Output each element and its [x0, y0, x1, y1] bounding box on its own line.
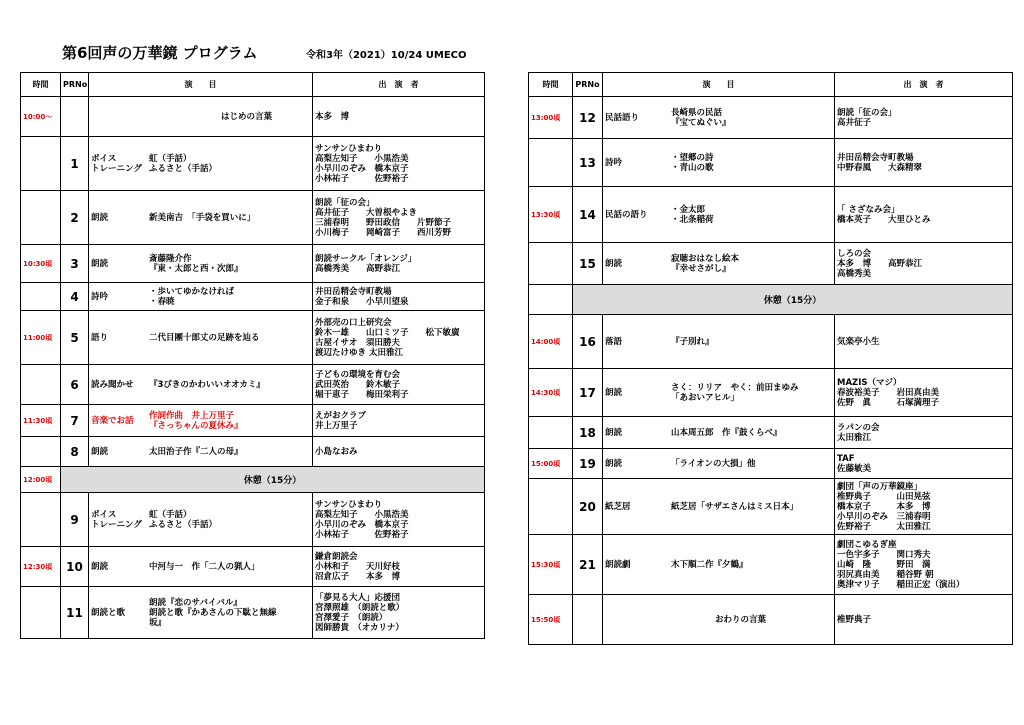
time-cell: 13:00頃 [529, 97, 573, 139]
performers-cell [313, 191, 485, 245]
genre-label: ボイス トレーニング [91, 509, 142, 530]
program-title-line: 朗読『恋のサバイバル』 [149, 597, 242, 608]
prno-cell: 11 [61, 587, 89, 639]
prno-cell: 1 [61, 137, 89, 191]
table-row [529, 139, 1013, 187]
performer-line: サンサンひまわり [315, 143, 383, 154]
program-titles [149, 562, 260, 572]
performer-line: 高梨左知子 小黒浩美 [315, 153, 409, 164]
genre-label: 詩吟 [605, 157, 623, 168]
program-title-line: 二代目團十郎丈の足跡を辿る [149, 332, 260, 343]
performer-line: 中野春風 大森精翠 [837, 162, 923, 173]
performer-line: 高橋秀美 [837, 268, 872, 279]
program-title-line: ・北条稲荷 [671, 214, 714, 225]
genre-label: 朗読と歌 [91, 607, 126, 618]
program-title-line: 作詞作曲 井上万里子 [149, 410, 235, 421]
program-titles [149, 213, 255, 223]
prno-cell: 18 [573, 417, 603, 449]
prno-cell: 19 [573, 449, 603, 479]
program-title-line: ・青山の歌 [671, 162, 714, 173]
performer-line: 小林祐子 佐野裕子 [315, 529, 409, 540]
prno-cell: 21 [573, 535, 603, 595]
time-cell [529, 243, 573, 285]
performer-line: 太田雅江 [837, 432, 872, 443]
program-title-line: ・望郷の詩 [671, 152, 714, 163]
time-cell [21, 437, 61, 467]
program-cell [89, 587, 313, 639]
table-row [21, 547, 485, 587]
performer-line: 古屋イサオ 須田勝夫 [315, 337, 400, 348]
performer-line: 羽尻真由美 稲谷野 朝 [837, 569, 934, 580]
program-title-line: 寂聴おはなし絵本 [671, 253, 740, 264]
genre-label: 読み聞かせ [91, 379, 134, 390]
table-row [529, 369, 1013, 417]
performer-line: 山崎 隆 野田 満 [837, 559, 931, 570]
program-title-line: はじめの言葉 [221, 111, 273, 122]
header-program: 演 目 [89, 73, 313, 97]
program-title-line: 中河与一 作「二人の猟人」 [149, 561, 260, 572]
table-row [21, 283, 485, 311]
performer-line: 井上万里子 [315, 420, 358, 431]
table-row [21, 587, 485, 639]
performers-cell [835, 139, 1013, 187]
program-cell [89, 365, 313, 405]
time-cell: 10:00～ [21, 97, 61, 137]
table-row [21, 245, 485, 283]
performer-line: 図師勝貴 （オカリナ） [315, 622, 404, 633]
break-label: 休憩（15分） [573, 285, 1013, 315]
performer-line: 一色宇多子 関口秀夫 [837, 549, 931, 560]
program-titles [149, 380, 265, 390]
time-cell: 12:00頃 [21, 467, 61, 493]
performers-cell [313, 493, 485, 547]
program-cell [89, 493, 313, 547]
prno-cell: 2 [61, 191, 89, 245]
performer-line: 小早川のぞみ 橋本京子 [315, 519, 409, 530]
program-titles [671, 428, 782, 438]
performer-line: 井田岳精会寺町教場 [837, 152, 914, 163]
prno-cell: 13 [573, 139, 603, 187]
program-title-line: さく：リリア やく：前田まゆみ [671, 382, 799, 393]
performer-line: 外部売の口上研究会 [315, 317, 392, 328]
program-cell [89, 97, 313, 137]
table-row [529, 535, 1013, 595]
program-cell [603, 417, 835, 449]
time-cell: 14:30頃 [529, 369, 573, 417]
time-cell [21, 587, 61, 639]
program-titles [149, 333, 260, 343]
program-cell [603, 139, 835, 187]
program-title-line: 虹（手話） [149, 509, 192, 520]
prno-cell: 15 [573, 243, 603, 285]
table-row [529, 417, 1013, 449]
time-cell: 13:30頃 [529, 187, 573, 243]
prno-cell: 20 [573, 479, 603, 535]
performer-line: 子どもの環境を育む会 [315, 369, 401, 380]
prno-cell: 3 [61, 245, 89, 283]
prno-cell: 6 [61, 365, 89, 405]
performer-line: 椎野典子 [837, 614, 872, 625]
prno-cell: 7 [61, 405, 89, 437]
page-subtitle: 令和3年（2021）10/24 UMECO [306, 50, 467, 61]
program-titles [671, 108, 731, 128]
performer-line: サンサンひまわり [315, 499, 383, 510]
genre-label: 語り [91, 332, 109, 343]
table-header-row [21, 73, 485, 97]
program-titles [671, 153, 714, 173]
program-titles [671, 383, 799, 403]
performer-line: 小島なおみ [315, 446, 358, 457]
program-cell [603, 369, 835, 417]
time-cell: 14:00頃 [529, 315, 573, 369]
table-row [529, 449, 1013, 479]
performers-cell [313, 137, 485, 191]
page-title: 第6回声の万華鏡 プログラム [62, 44, 258, 62]
time-cell: 11:30頃 [21, 405, 61, 437]
program-titles [149, 447, 243, 457]
performer-line: 椎野典子 山田晃弦 [837, 491, 931, 502]
performers-cell [835, 535, 1013, 595]
program-titles [671, 205, 714, 225]
program-title-line: 紙芝居「サザエさんはミス日本」 [671, 501, 799, 512]
performers-cell [313, 437, 485, 467]
table-row [21, 365, 485, 405]
program-title-line: 虹（手話） [149, 153, 192, 164]
program-titles [149, 411, 243, 431]
performer-line: 「 さざなみ会」 [837, 204, 900, 215]
program-title-line: 太田治子作『二人の母』 [149, 446, 243, 457]
time-cell [21, 283, 61, 311]
genre-label: 民話の語り [605, 209, 648, 220]
program-table-left [20, 72, 485, 639]
table-row [529, 97, 1013, 139]
time-cell [21, 365, 61, 405]
program-cell [89, 311, 313, 365]
performer-line: 朗読「征の会」 [837, 107, 897, 118]
prno-cell: 8 [61, 437, 89, 467]
performer-line: 「夢見る大人」応援団 [315, 592, 401, 603]
table-row [529, 315, 1013, 369]
prno-cell: 14 [573, 187, 603, 243]
program-title-line: 斎藤隆介作 [149, 253, 192, 264]
header-performer: 出 演 者 [313, 73, 485, 97]
genre-label: 落語 [605, 336, 623, 347]
table-row [21, 311, 485, 365]
performers-cell [313, 311, 485, 365]
performer-line: 小早川のぞみ 橋本京子 [315, 163, 409, 174]
program-cell [89, 547, 313, 587]
performer-line: 小早川のぞみ 三浦春明 [837, 511, 931, 522]
program-title-line: ・春暁 [149, 296, 175, 307]
program-titles [671, 502, 798, 512]
genre-label: 朗読 [91, 446, 109, 457]
performer-line: TAF [837, 453, 855, 464]
prno-cell: 16 [573, 315, 603, 369]
genre-label: 朗読 [91, 561, 109, 572]
table-row [529, 243, 1013, 285]
table-header-row [529, 73, 1013, 97]
program-cell [603, 595, 835, 645]
time-cell [529, 479, 573, 535]
program-title-line: 『宝てぬぐい』 [671, 117, 731, 128]
program-title-line: 木下順二作『夕鶴』 [671, 559, 748, 570]
program-cell [89, 405, 313, 437]
program-titles [149, 510, 217, 530]
performers-cell [313, 97, 485, 137]
time-cell [529, 285, 573, 315]
program-cell [89, 191, 313, 245]
genre-label: 民話語り [605, 112, 640, 123]
performers-cell [835, 243, 1013, 285]
table-row [529, 595, 1013, 645]
program-title-line: 「ライオンの大損」他 [671, 458, 756, 469]
header-performer: 出 演 者 [835, 73, 1013, 97]
performer-line: 朗読「征の会」 [315, 197, 375, 208]
header-time: 時間 [21, 73, 61, 97]
prno-cell: 4 [61, 283, 89, 311]
performers-cell [835, 449, 1013, 479]
performer-line: 堀干恵子 梅田栄利子 [315, 389, 409, 400]
program-table-right [528, 72, 1013, 645]
program-cell [89, 437, 313, 467]
genre-label: ボイス トレーニング [91, 153, 142, 174]
time-cell [529, 139, 573, 187]
table-row [21, 437, 485, 467]
performers-cell [313, 547, 485, 587]
program-title-line: 『子別れ』 [671, 336, 714, 347]
performer-line: 佐野裕子 太田雅江 [837, 521, 931, 532]
program-title-line: 『東・太郎と西・次郎』 [149, 263, 243, 274]
program-titles [715, 615, 766, 625]
program-titles [671, 254, 739, 274]
time-cell [21, 137, 61, 191]
performers-cell [835, 595, 1013, 645]
program-cell [603, 449, 835, 479]
performer-line: 奥津マリ子 稲田正宏（演出） [837, 579, 965, 590]
performer-line: 本多 博 高野恭江 [837, 258, 923, 269]
break-row [21, 467, 485, 493]
performer-line: 金子和泉 小早川望泉 [315, 296, 409, 307]
performer-line: 橋本京子 本多 博 [837, 501, 931, 512]
performers-cell [313, 245, 485, 283]
performer-line: 高井征子 [837, 117, 872, 128]
performer-line: 春波裕美子 岩田真由美 [837, 387, 940, 398]
performer-line: 三浦春明 野田政信 片野節子 [315, 217, 452, 228]
header-program: 演 目 [603, 73, 835, 97]
performer-line: しろの会 [837, 248, 872, 259]
performers-cell [835, 417, 1013, 449]
performer-line: 鎌倉朗読会 [315, 551, 358, 562]
performer-line: 橋本英子 大里ひとみ [837, 214, 931, 225]
program-title-line: 坂』 [149, 617, 167, 628]
program-cell [89, 137, 313, 191]
time-cell [21, 191, 61, 245]
break-label: 休憩（15分） [61, 467, 485, 493]
table-row [21, 137, 485, 191]
performer-line: 小川梅子 岡崎富子 西川芳野 [315, 227, 452, 238]
performer-line: えがおクラブ [315, 410, 367, 421]
table-row [21, 191, 485, 245]
program-title-line: 山本周五郎 作『鼓くらべ』 [671, 427, 782, 438]
program-cell [603, 243, 835, 285]
program-title-line: 朗読と歌『かあさんの下駄と無線 [149, 607, 277, 618]
performers-cell [313, 283, 485, 311]
genre-label: 朗読劇 [605, 559, 631, 570]
program-title-line: 「あおいアヒル」 [671, 392, 740, 403]
genre-label: 詩吟 [91, 291, 109, 302]
program-title-line: ふるさと（手話） [149, 519, 218, 530]
program-cell [89, 245, 313, 283]
prno-cell: 5 [61, 311, 89, 365]
prno-cell [61, 97, 89, 137]
time-cell: 10:30頃 [21, 245, 61, 283]
performers-cell [835, 369, 1013, 417]
table-row [529, 187, 1013, 243]
time-cell: 15:00頃 [529, 449, 573, 479]
performer-line: 沼倉広子 本多 博 [315, 571, 401, 582]
prno-cell [573, 595, 603, 645]
program-cell [603, 97, 835, 139]
performers-cell [835, 479, 1013, 535]
table-row [21, 405, 485, 437]
table-row [529, 479, 1013, 535]
program-title-line: 長崎県の民話 [671, 107, 723, 118]
program-titles [221, 112, 272, 122]
prno-cell: 17 [573, 369, 603, 417]
program-cell [603, 315, 835, 369]
performer-line: MAZIS（マジ） [837, 377, 902, 388]
performer-line: 佐藤敏美 [837, 463, 872, 474]
time-cell: 15:30頃 [529, 535, 573, 595]
program-title-line: 新美南吉 「手袋を買いに」 [149, 212, 256, 223]
program-titles [671, 560, 748, 570]
program-title-line: ・金太郎 [671, 204, 706, 215]
performer-line: 本多 博 [315, 111, 350, 122]
time-cell [529, 417, 573, 449]
program-titles [149, 287, 234, 307]
program-title-line: ふるさと（手話） [149, 163, 218, 174]
performer-line: 高井征子 大曽根やよき [315, 207, 418, 218]
performer-line: 小林和子 天川好枝 [315, 561, 401, 572]
program-title-line: 『さっちゃんの夏休み』 [149, 420, 243, 431]
genre-label: 朗読 [605, 387, 623, 398]
genre-label: 朗読 [91, 258, 109, 269]
program-cell [603, 535, 835, 595]
table-row [21, 493, 485, 547]
program-title-line: 『幸せさがし』 [671, 263, 731, 274]
performers-cell [313, 405, 485, 437]
header-prno: PRNo [61, 73, 89, 97]
program-titles [671, 459, 756, 469]
time-cell: 11:00頃 [21, 311, 61, 365]
program-titles [149, 598, 277, 628]
prno-cell: 10 [61, 547, 89, 587]
time-cell: 15:50頃 [529, 595, 573, 645]
genre-label: 朗読 [605, 427, 623, 438]
program-title-line: ・歩いてゆかなければ [149, 286, 235, 297]
program-titles [671, 337, 714, 347]
header-time: 時間 [529, 73, 573, 97]
performer-line: 小林祐子 佐野裕子 [315, 173, 409, 184]
program-cell [603, 187, 835, 243]
performers-cell [835, 315, 1013, 369]
performer-line: 高橋秀美 高野恭江 [315, 263, 401, 274]
time-cell [21, 493, 61, 547]
program-titles [149, 154, 217, 174]
performer-line: 武田英治 鈴木敏子 [315, 379, 401, 390]
performer-line: 劇団こゆるぎ座 [837, 539, 897, 550]
program-title-line: おわりの言葉 [715, 614, 767, 625]
performer-line: 宮澤照雄 （朗読と歌） [315, 602, 405, 613]
prno-cell: 9 [61, 493, 89, 547]
performer-line: 劇団「声の万華鏡座」 [837, 481, 923, 492]
performers-cell [835, 187, 1013, 243]
performer-line: ラパンの会 [837, 422, 880, 433]
genre-label: 朗読 [91, 212, 109, 223]
genre-label: 朗読 [605, 258, 623, 269]
table-row [21, 97, 485, 137]
prno-cell: 12 [573, 97, 603, 139]
program-cell [603, 479, 835, 535]
performer-line: 鈴木一雄 山口ミツ子 松下敏廣 [315, 327, 460, 338]
performer-line: 井田岳精会寺町教場 [315, 286, 392, 297]
performers-cell [313, 587, 485, 639]
genre-label: 音楽でお話 [91, 415, 134, 426]
program-title-line: 『3びきのかわいいオオカミ』 [149, 379, 265, 390]
performer-line: 朗読サークル「オレンジ」 [315, 253, 417, 264]
program-titles [149, 254, 243, 274]
performer-line: 高梨左知子 小黒浩美 [315, 509, 409, 520]
header-prno: PRNo [573, 73, 603, 97]
performers-cell [313, 365, 485, 405]
performer-line: 気楽亭小生 [837, 336, 880, 347]
time-cell: 12:30頃 [21, 547, 61, 587]
performers-cell [835, 97, 1013, 139]
performer-line: 宮澤愛子 （朗読） [315, 612, 388, 623]
performer-line: 佐野 眞 石塚満理子 [837, 397, 940, 408]
break-row [529, 285, 1013, 315]
genre-label: 紙芝居 [605, 501, 631, 512]
genre-label: 朗読 [605, 458, 623, 469]
program-cell [89, 283, 313, 311]
performer-line: 渡辺たけゆき 太田雅江 [315, 347, 403, 358]
